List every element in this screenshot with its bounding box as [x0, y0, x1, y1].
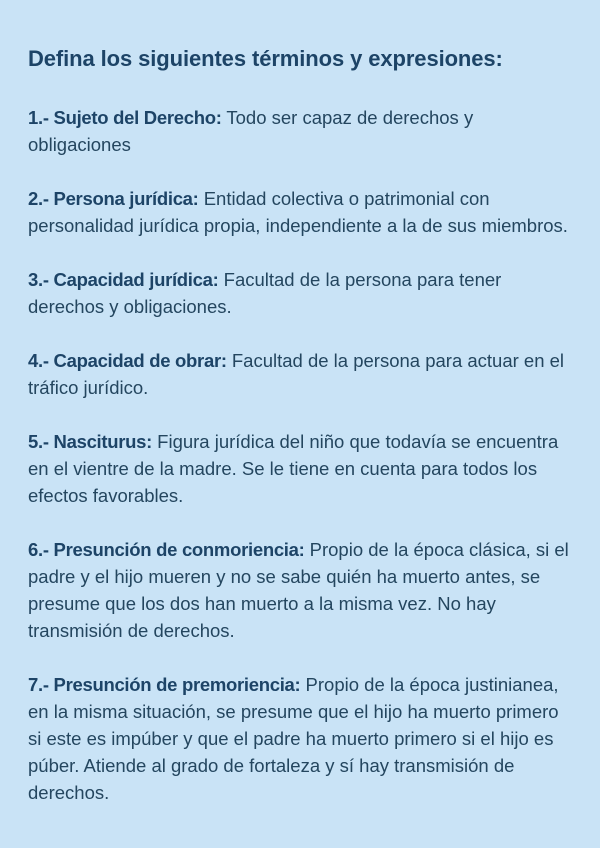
- term-label: 7.- Presunción de premoriencia:: [28, 674, 301, 695]
- term-definition: Figura jurídica del niño que todavía se encuentra en el vientre de la madre. Se le tiene en cuenta para todos los efectos favorables.: [28, 431, 559, 506]
- term-definition: Entidad colectiva o patrimonial con personalidad jurídica propia, independiente a la de sus miembros.: [28, 188, 568, 236]
- term-3: [28, 266, 572, 320]
- term-1: [28, 104, 572, 158]
- term-definition: Todo ser capaz de derechos y obligaciones: [28, 107, 474, 155]
- term-4: [28, 347, 572, 401]
- term-6: [28, 536, 572, 644]
- page-title: Defina los siguientes términos y expresiones:: [28, 46, 503, 71]
- term-definition: Propio de la época clásica, si el padre y el hijo mueren y no se sabe quién ha muerto antes, se presume que los dos han muerto a la misma vez. No hay transmisión de derechos.: [28, 539, 569, 641]
- term-label: 3.- Capacidad jurídica:: [28, 269, 219, 290]
- term-7: [28, 671, 572, 806]
- term-label: 1.- Sujeto del Derecho:: [28, 107, 222, 128]
- term-label: 6.- Presunción de conmoriencia:: [28, 539, 305, 560]
- term-definition: Facultad de la persona para tener derechos y obligaciones.: [28, 269, 502, 317]
- term-5: [28, 428, 572, 509]
- term-label: 5.- Nasciturus:: [28, 431, 153, 452]
- term-2: [28, 185, 572, 239]
- term-label: 2.- Persona jurídica:: [28, 188, 199, 209]
- term-label: 4.- Capacidad de obrar:: [28, 350, 227, 371]
- term-definition: Facultad de la persona para actuar en el tráfico jurídico.: [28, 350, 565, 398]
- term-definition: Propio de la época justinianea, en la misma situación, se presume que el hijo ha muerto primero si este es impúber y que el padre ha muerto primero si el hijo es púber. Atiende al grado de fortaleza y sí hay transmisión de derechos.: [28, 674, 559, 803]
